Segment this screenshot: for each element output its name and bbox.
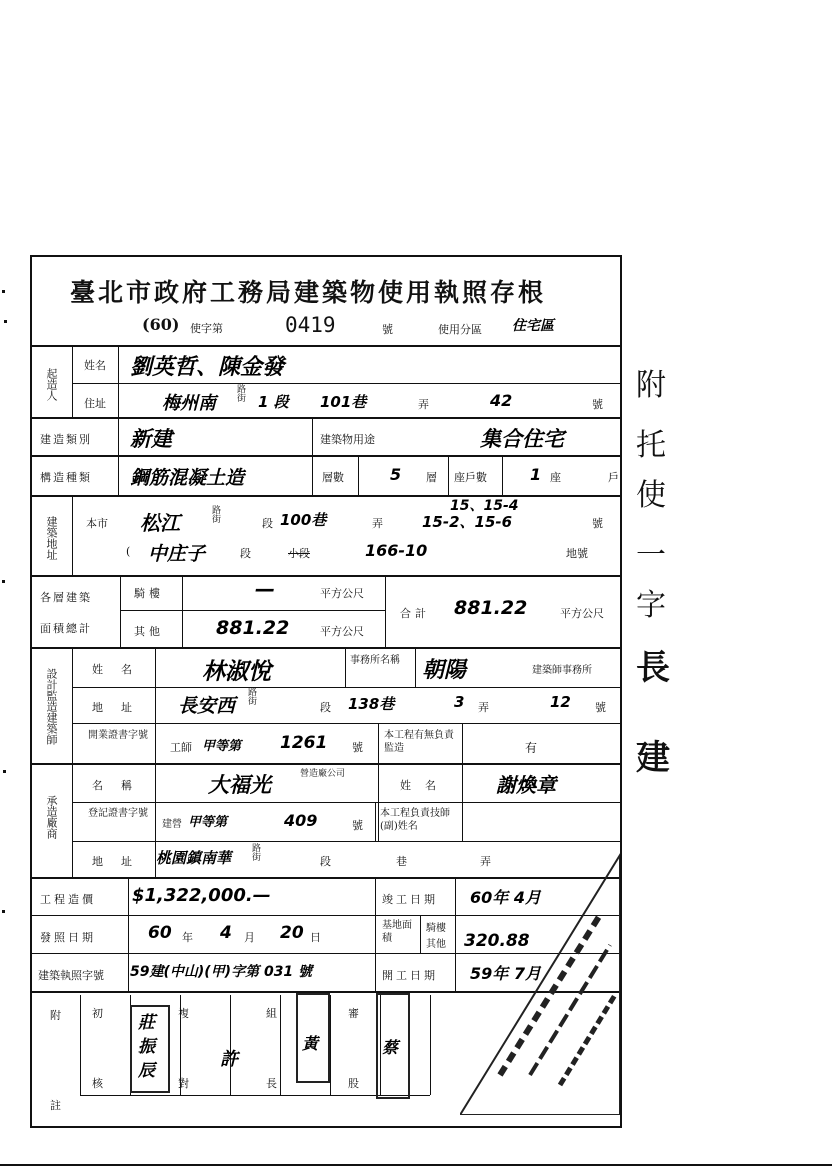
- base-arcade-label: 騎樓: [426, 923, 446, 934]
- owner-name-label: 姓名: [84, 359, 106, 372]
- contractor-section-unit: 段: [320, 855, 331, 868]
- structure-label: 構造種類: [40, 471, 92, 484]
- adjacent-char-4: 一: [636, 538, 666, 573]
- contractor-section-label: 承造廠商: [45, 795, 58, 839]
- cost-value: $1,322,000.—: [132, 885, 271, 906]
- issue-month: 4: [220, 923, 232, 943]
- owner-address-no: 42: [490, 391, 513, 410]
- adjacent-char-2: 托: [636, 428, 666, 463]
- issue-year-unit: 年: [182, 931, 193, 944]
- architect-no: 12: [550, 693, 571, 711]
- stamp-label-2: 複: [178, 1007, 189, 1020]
- contractor-alley-unit: 弄: [480, 855, 491, 868]
- start-value: 59年 7月: [470, 964, 541, 983]
- seal-1-text: 莊振辰: [138, 1013, 155, 1081]
- reg-prefix: 建營: [162, 819, 182, 830]
- permit-hao: 號: [382, 323, 393, 336]
- remarks-label-top: 附: [50, 1009, 61, 1022]
- issue-month-unit: 月: [244, 931, 255, 944]
- stamp-label-1: 初: [92, 1007, 103, 1020]
- stamp-label-5: 審: [348, 1007, 359, 1020]
- contractor-address-label: 地址: [92, 855, 150, 868]
- license-prefix: 工師: [170, 741, 192, 754]
- contractor-lane-unit: 巷: [396, 855, 407, 868]
- site-road: 松江: [140, 511, 180, 535]
- site-section-unit: 段: [262, 517, 273, 530]
- adjacent-page-fragment: [636, 360, 832, 1000]
- site-numbers-1: 15、15-4: [450, 498, 519, 514]
- arcade-unit: 平方公尺: [320, 587, 364, 600]
- floors-value: 5: [390, 465, 402, 484]
- architect-no-unit: 號: [595, 701, 606, 714]
- site-numbers-2: 15-2、15-6: [422, 513, 513, 531]
- adjacent-char-7: 建: [636, 738, 670, 778]
- floors-label: 層數: [322, 471, 344, 484]
- office-value: 朝陽: [422, 658, 467, 683]
- zone-value: 住宅區: [512, 318, 554, 334]
- zone-label: 使用分區: [438, 323, 482, 336]
- license-grade: 甲等第: [202, 739, 242, 754]
- supervise-label: 本工程有無負責監造: [384, 730, 454, 754]
- office-label: 事務所名稱: [350, 655, 400, 666]
- type-value: 新建: [130, 427, 172, 451]
- architect-section-label: 設計監造建築師: [45, 667, 58, 745]
- site-land-subsection: 小段: [288, 547, 310, 560]
- owner-name-value: 劉英哲、陳金發: [130, 355, 285, 380]
- reg-no-unit: 號: [352, 819, 363, 832]
- other-area-unit: 平方公尺: [320, 625, 364, 638]
- start-label: 開工日期: [382, 969, 438, 982]
- issue-label: 發照日期: [40, 931, 96, 944]
- permit-number: 0419: [285, 313, 336, 337]
- stamp-label-7: 長: [266, 1077, 277, 1090]
- owner-no-unit: 號: [592, 398, 603, 411]
- adjacent-char-1: 附: [636, 368, 666, 403]
- base-other-label: 其他: [426, 939, 446, 950]
- document-title: 臺北市政府工務局建築物使用執照存根: [70, 278, 547, 307]
- owner-address-label: 住址: [84, 397, 106, 410]
- year-prefix: (60): [142, 315, 180, 334]
- other-area-value: 881.22: [216, 617, 290, 639]
- stamp-label-3: 組: [266, 1007, 277, 1020]
- manager-label: 姓名: [400, 779, 450, 792]
- corner-stamp-mark: [460, 815, 620, 1115]
- adjacent-char-5: 字: [636, 588, 666, 623]
- stamp-label-4: 股: [348, 1077, 359, 1090]
- households-unit2: 戶: [608, 471, 619, 484]
- use-value: 集合住宅: [480, 427, 564, 451]
- owner-alley-unit: 弄: [418, 398, 429, 411]
- total-area-label: 合計: [400, 607, 430, 620]
- building-permit-label: 建築執照字號: [38, 969, 104, 982]
- architect-alley-unit: 弄: [478, 701, 489, 714]
- reg-grade: 甲等第: [188, 815, 228, 830]
- contractor-road-unit: 路街: [252, 844, 262, 863]
- seal-2-text: 許: [220, 1049, 238, 1070]
- base-value: 320.88: [464, 931, 530, 951]
- complete-value: 60年 4月: [470, 888, 541, 907]
- permit-char: 使字第: [190, 322, 223, 335]
- building-permit-value: 59建(中山)(甲)字第 031 號: [130, 964, 313, 980]
- architect-road-unit: 路街: [248, 688, 258, 707]
- site-land-no-unit: 地號: [566, 547, 588, 560]
- stamp-label-8: 對: [178, 1077, 189, 1090]
- bottom-edge-line: [0, 1164, 832, 1166]
- engineer-label: 本工程負責技師(副)姓名: [380, 808, 450, 832]
- site-land-section: 中庄子: [148, 543, 206, 565]
- site-no-unit: 號: [592, 517, 603, 530]
- architect-address-label: 地址: [92, 701, 150, 714]
- architect-lane: 138巷: [348, 695, 395, 713]
- remarks-label-bottom: 註: [50, 1099, 61, 1112]
- arcade-value: —: [255, 577, 275, 601]
- site-city: 本市: [86, 517, 108, 530]
- area-label-1: 各層建築: [40, 591, 92, 604]
- site-land-no: 166-10: [365, 541, 428, 560]
- architect-section-unit: 段: [320, 701, 331, 714]
- office-suffix: 建築師事務所: [532, 665, 592, 676]
- reg-no: 409: [284, 811, 318, 830]
- total-area-unit: 平方公尺: [560, 607, 604, 620]
- architect-alley: 3: [454, 693, 465, 711]
- owner-road-unit: 路街: [237, 385, 247, 404]
- use-label: 建築物用途: [320, 433, 375, 446]
- households-value: 1: [530, 465, 542, 484]
- license-no-unit: 號: [352, 741, 363, 754]
- cost-label: 工程造價: [40, 893, 96, 906]
- other-area-label: 其他: [134, 625, 164, 638]
- permit-sheet: [30, 255, 622, 1130]
- site-label: 建築地址: [45, 516, 58, 560]
- contractor-name-suffix: 營造廠公司: [300, 769, 346, 779]
- site-paren-open: (: [126, 545, 131, 558]
- license-no: 1261: [280, 733, 328, 753]
- seal-3-text: 黃: [302, 1034, 319, 1053]
- adjacent-char-3: 使: [636, 478, 666, 513]
- type-label: 建造類別: [40, 433, 92, 446]
- area-label-2: 面積總計: [40, 622, 92, 635]
- contractor-address-value: 桃園鎮南華: [156, 849, 232, 867]
- site-lane: 100巷: [280, 511, 327, 529]
- owner-address-road: 梅州南: [162, 393, 216, 414]
- households-label: 座戶數: [454, 471, 487, 484]
- total-area-value: 881.22: [454, 597, 528, 619]
- owner-lane: 101巷: [320, 393, 367, 411]
- site-road-unit: 路街: [212, 506, 222, 525]
- owner-section-label: 起造人: [45, 367, 58, 401]
- households-unit: 座: [550, 471, 561, 484]
- contractor-name-value: 大福光: [208, 773, 271, 797]
- structure-value: 鋼筋混凝土造: [130, 467, 245, 489]
- reg-label: 登記證書字號: [88, 808, 148, 819]
- architect-address-road: 長安西: [178, 695, 236, 717]
- owner-section: 1 段: [258, 393, 289, 411]
- contractor-name-label: 名稱: [92, 779, 150, 792]
- seal-4-text: 蔡: [382, 1038, 399, 1057]
- site-alley-unit: 弄: [372, 517, 383, 530]
- floors-unit: 層: [426, 471, 437, 484]
- stamp-label-6: 核: [92, 1077, 103, 1090]
- architect-name-value: 林淑悅: [202, 659, 271, 685]
- architect-name-label: 姓名: [92, 663, 150, 676]
- issue-day: 20: [280, 923, 304, 943]
- issue-day-unit: 日: [310, 931, 321, 944]
- scan-edge-marks: [0, 250, 8, 950]
- license-label: 開業證書字號: [88, 730, 148, 741]
- adjacent-char-6: 長: [636, 648, 670, 688]
- base-label: 基地面積: [382, 920, 412, 944]
- site-land-section-unit: 段: [240, 547, 251, 560]
- supervise-value: 有: [525, 741, 538, 755]
- manager-value: 謝煥章: [496, 773, 556, 797]
- arcade-label: 騎樓: [134, 587, 164, 600]
- complete-label: 竣工日期: [382, 893, 438, 906]
- issue-year: 60: [148, 923, 172, 943]
